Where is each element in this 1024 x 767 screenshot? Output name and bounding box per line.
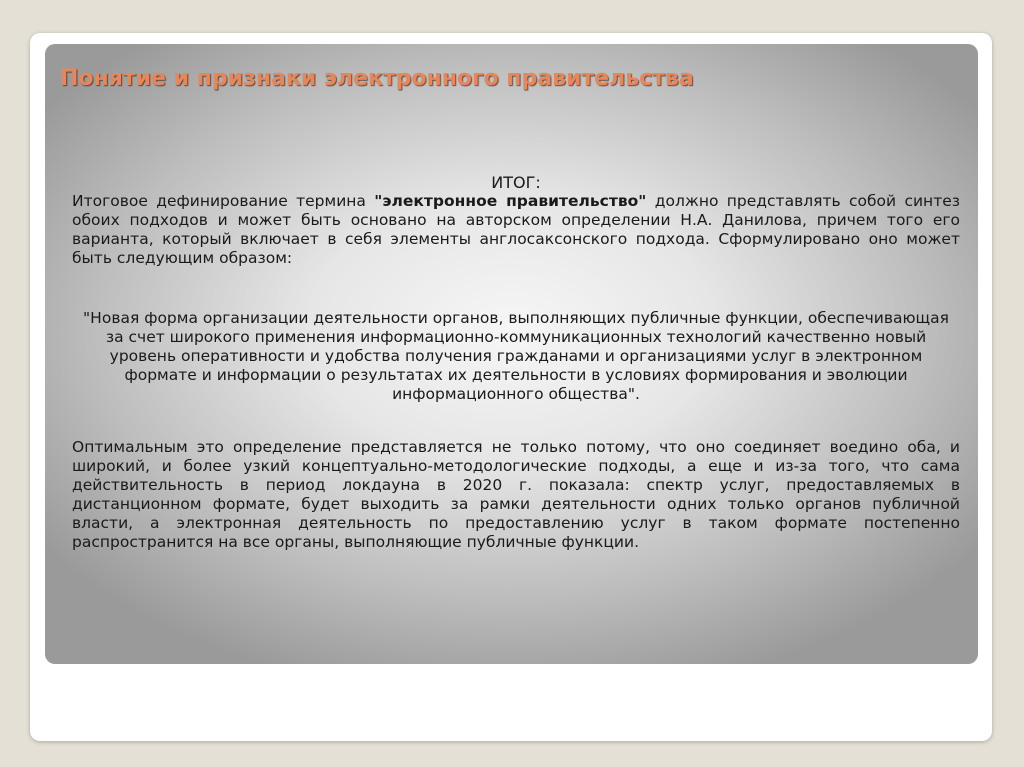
intro-text-before: Итоговое дефинирование термина [72, 192, 375, 210]
intro-term: "электронное правительство" [374, 192, 647, 210]
definition-quote: "Новая форма организации деятельности органов, выполняющих публичные функции, обеспечивающая за счет широкого применения информационно-коммуникационных технологий качественно новый уровень оперативности и удобства получения гражданами и организациями услуг в электронном формате и информации о результатах их деятельности в условиях формирования и эволюции информационного общества". [83, 309, 949, 403]
slide-body [72, 173, 960, 552]
intro-paragraph [72, 192, 960, 268]
conclusion-paragraph: Оптимальным это определение представляется не только потому, что оно соединяет воедино оба, и широкий, и более узкий концептуально-методологические подходы, а еще и из-за того, что сама действительность в период локдауна в 2020 г. показала: спектр услуг, предоставляемых в дистанционном формате, будет выходить за рамки деятельности одних только органов публичной власти, а электронная деятельность по предоставлению услуг в таком формате постепенно распространится на все органы, выполняющие публичные функции. [72, 438, 960, 551]
slide-title: Понятие и признаки электронного правительства [60, 66, 694, 91]
section-heading: ИТОГ: [491, 173, 541, 192]
intro-text-after: должно представлять собой синтез обоих подходов и может быть основано на авторском определении Н.А. Данилова, причем того его варианта, который включает в себя элементы англосаксонского подхода. Сформулировано оно может быть следующим образом: [72, 192, 960, 267]
